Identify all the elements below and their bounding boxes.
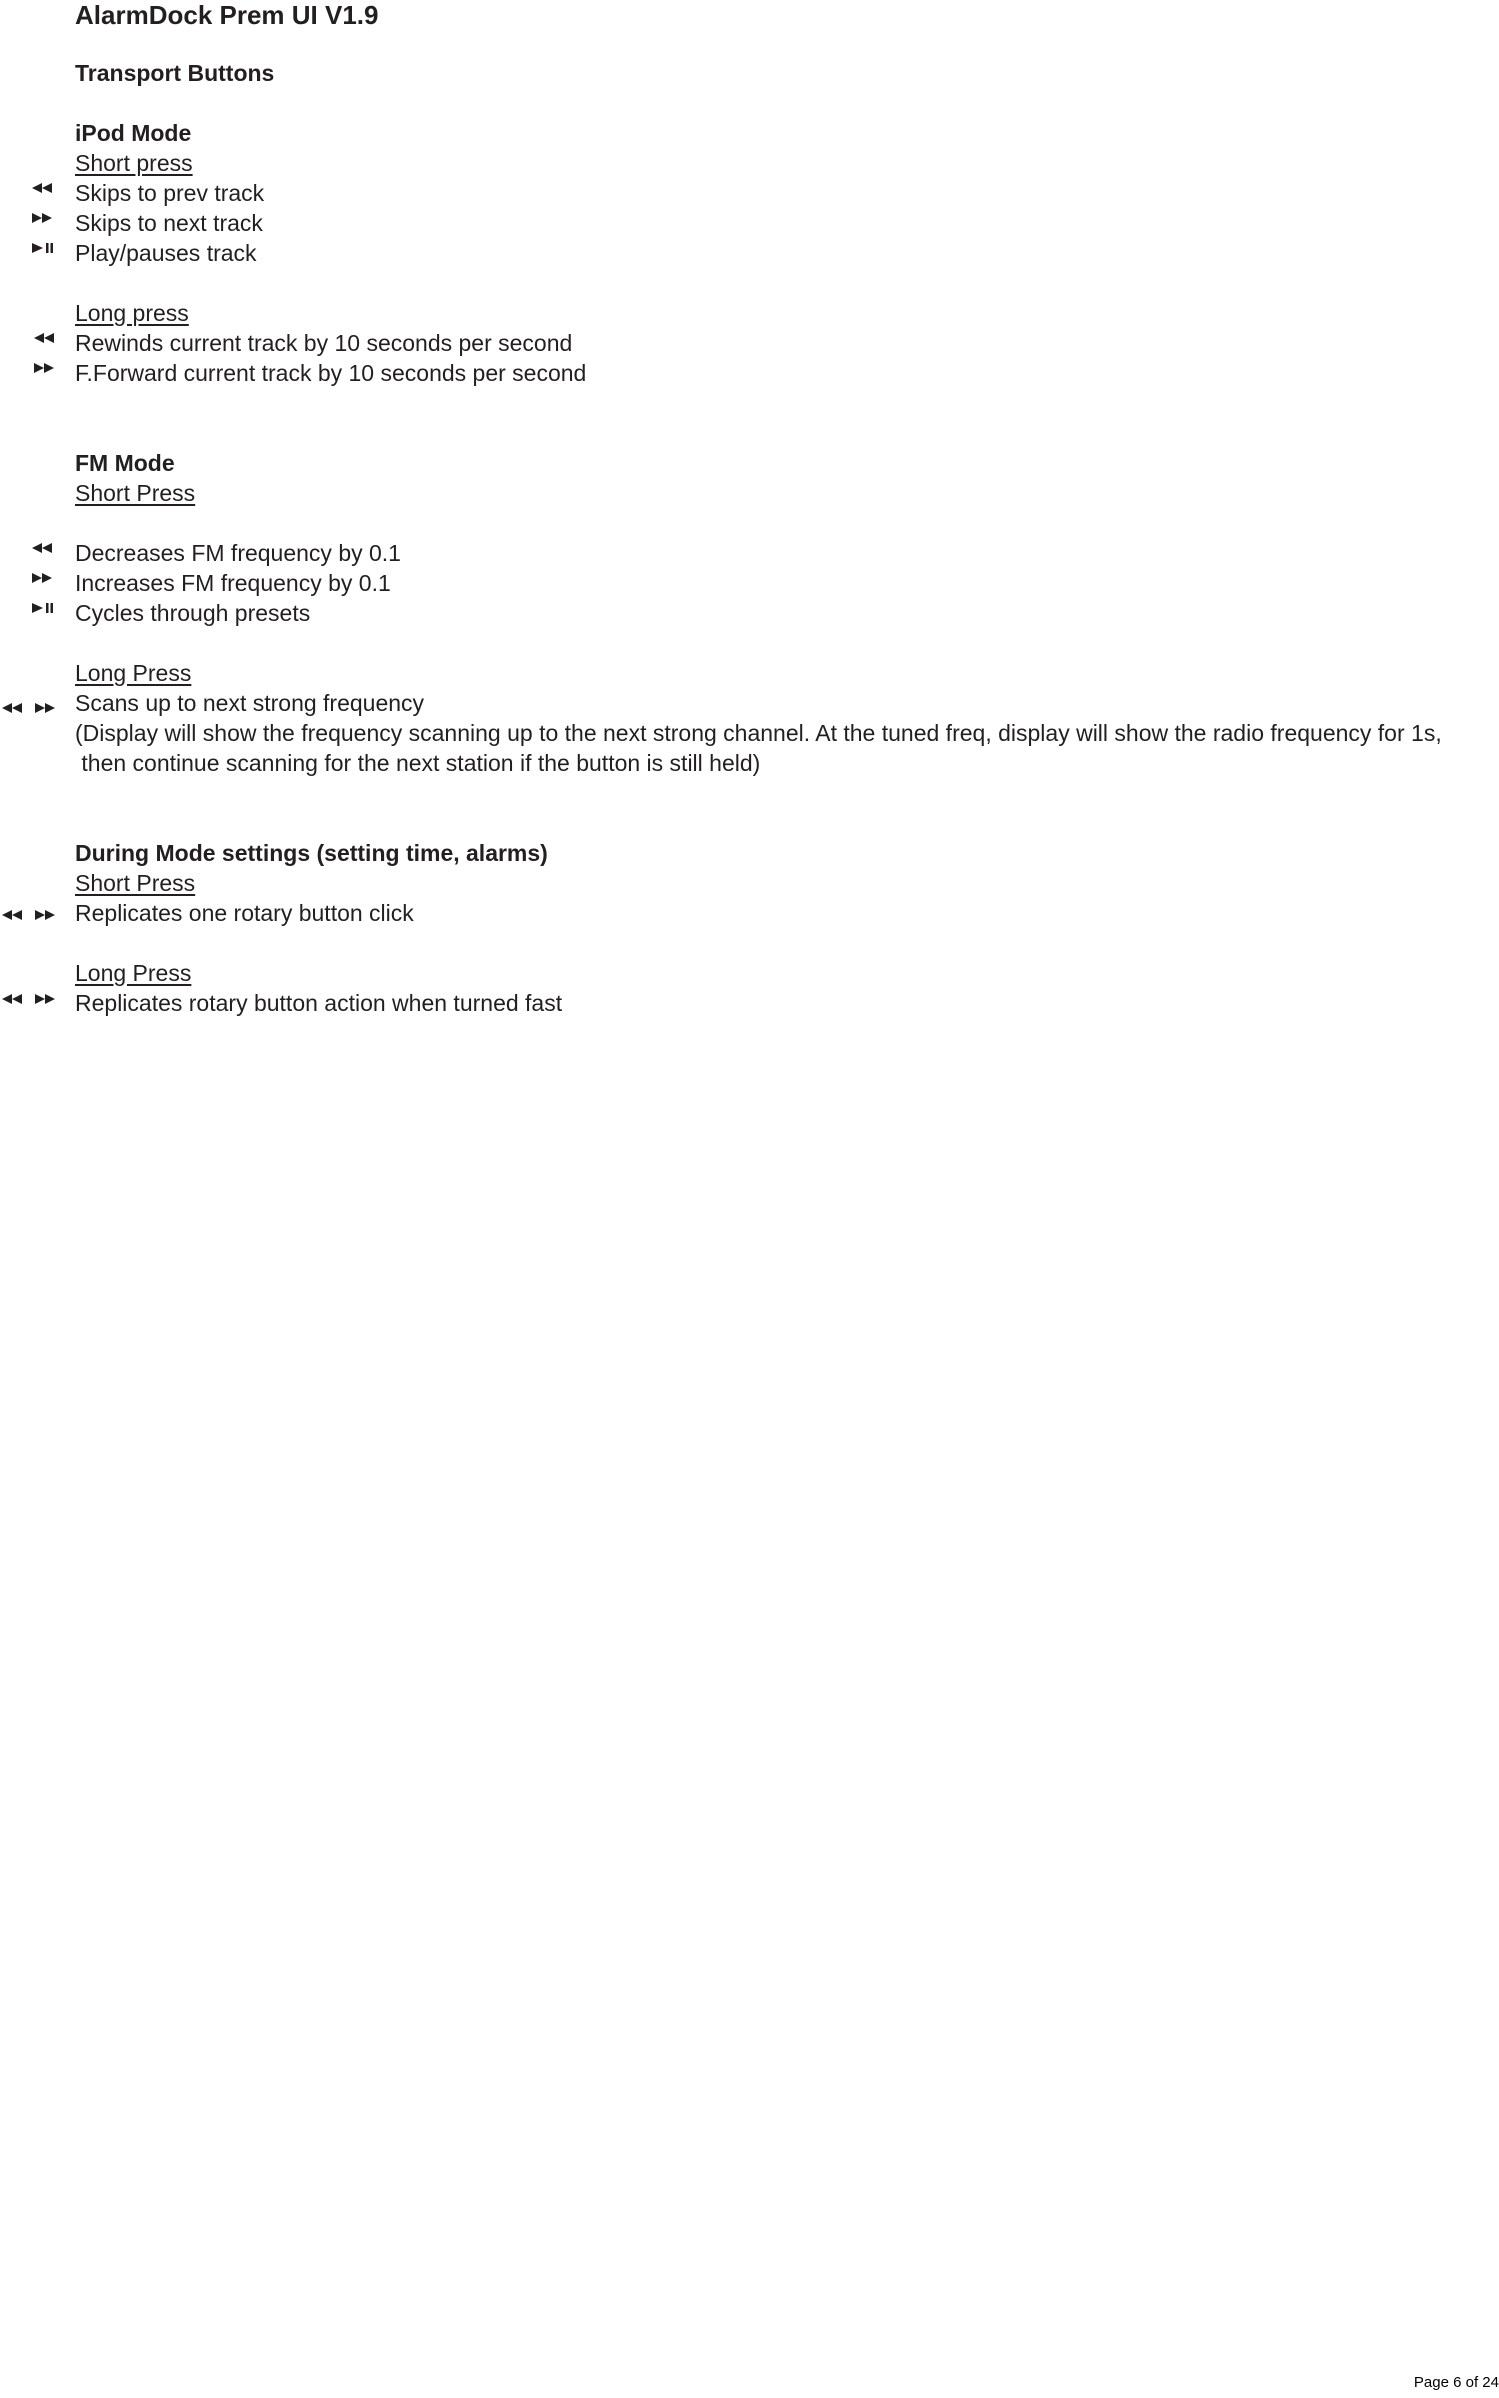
fm-short-item-decrease: Decreases FM frequency by 0.1 [75, 540, 401, 566]
section-heading: Transport Buttons [75, 60, 275, 86]
ipod-short-item-prev: Skips to prev track [75, 180, 265, 206]
fast-forward-icon [30, 211, 56, 225]
fm-short-press-label: Short Press [75, 480, 196, 506]
play-pause-icon [30, 241, 56, 255]
rewind-icon [30, 181, 56, 195]
play-pause-icon [30, 601, 56, 615]
fast-forward-icon [30, 571, 56, 585]
fm-long-note-line1: (Display will show the frequency scanning up to the next strong channel. At the tuned freq, display will show the radio frequency for 1s, [75, 720, 1442, 746]
rewind-icon [0, 701, 26, 715]
fm-long-item-scan: Scans up to next strong frequency [75, 690, 425, 716]
settings-long-item: Replicates rotary button action when turned fast [75, 990, 563, 1016]
settings-mode-heading: During Mode settings (setting time, alarms) [75, 840, 548, 866]
rewind-icon [32, 331, 58, 345]
fm-long-note-line2: then continue scanning for the next station if the button is still held) [75, 750, 761, 776]
document-title: AlarmDock Prem UI V1.9 [75, 0, 379, 30]
fm-short-item-presets: Cycles through presets [75, 600, 311, 626]
ipod-long-press-label: Long press [75, 300, 189, 326]
ipod-short-item-next: Skips to next track [75, 210, 263, 236]
fast-forward-icon [33, 908, 59, 922]
page-number: Page 6 of 24 [1413, 2374, 1499, 2391]
ipod-mode-heading: iPod Mode [75, 120, 192, 146]
ipod-long-item-rewind: Rewinds current track by 10 seconds per second [75, 330, 573, 356]
fast-forward-icon [33, 992, 59, 1006]
ipod-short-item-playpause: Play/pauses track [75, 240, 257, 266]
fm-short-item-increase: Increases FM frequency by 0.1 [75, 570, 391, 596]
ipod-short-press-label: Short press [75, 150, 193, 176]
fm-mode-heading: FM Mode [75, 450, 175, 476]
fast-forward-icon [32, 361, 58, 375]
fast-forward-icon [33, 701, 59, 715]
rewind-icon [0, 992, 26, 1006]
settings-short-press-label: Short Press [75, 870, 196, 896]
settings-short-item: Replicates one rotary button click [75, 900, 414, 926]
ipod-long-item-ffwd: F.Forward current track by 10 seconds per second [75, 360, 587, 386]
rewind-icon [30, 541, 56, 555]
settings-long-press-label: Long Press [75, 960, 192, 986]
fm-long-press-label: Long Press [75, 660, 192, 686]
rewind-icon [0, 908, 26, 922]
